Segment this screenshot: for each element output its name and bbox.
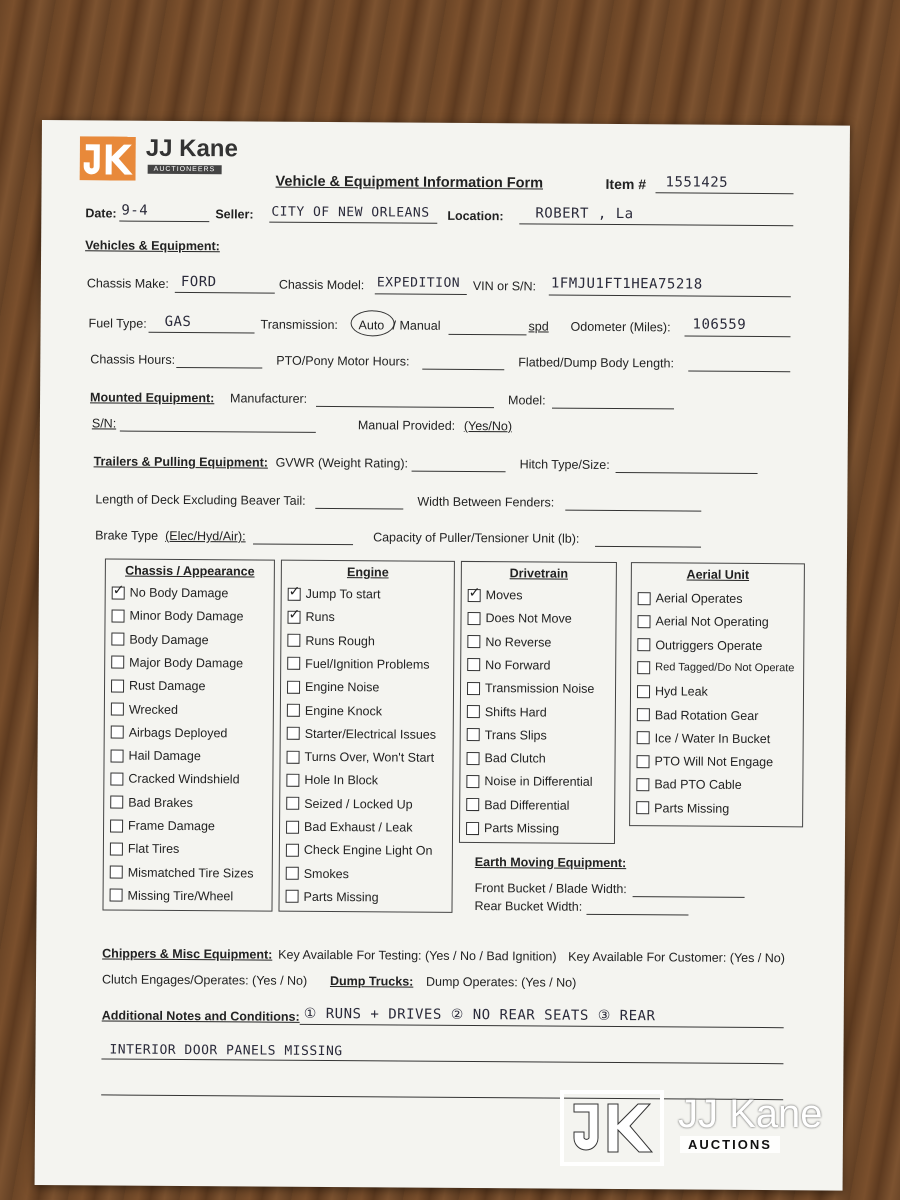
checkbox[interactable] [287, 750, 300, 763]
aerial-item[interactable] [637, 684, 708, 698]
flatbed-label: Flatbed/Dump Body Length: [518, 355, 675, 371]
checkbox-label: Wrecked [128, 702, 179, 717]
engine-item[interactable] [287, 703, 382, 718]
checkbox-label: Turns Over, Won't Start [304, 749, 435, 765]
chassis-make-label: Chassis Make: [86, 276, 169, 291]
chassis-appearance-title: Chassis / Appearance [125, 563, 255, 579]
checkbox[interactable] [110, 796, 123, 809]
aerial-item[interactable] [636, 778, 741, 793]
chassis-item[interactable] [111, 749, 201, 764]
dump-trucks-heading: Dump Trucks: [329, 974, 414, 989]
logo-name: JJ Kane [145, 134, 238, 163]
checkbox-label: Runs [305, 610, 335, 625]
checkbox-label: Bad Differential [484, 797, 570, 813]
checkbox[interactable] [467, 682, 480, 695]
notes-line-1: ① RUNS + DRIVES ② NO REAR SEATS ③ REAR [303, 1005, 656, 1025]
chassis-item[interactable] [111, 655, 243, 670]
checkbox[interactable] [286, 867, 299, 880]
checkbox-label: Parts Missing [654, 800, 730, 816]
engine-item[interactable] [286, 773, 378, 788]
key-customer-label: Key Available For Customer: (Yes / No) [568, 949, 785, 966]
checkbox[interactable] [112, 586, 125, 599]
checkbox[interactable] [287, 611, 300, 624]
chassis-item[interactable] [110, 865, 254, 880]
checkbox[interactable] [637, 615, 650, 628]
dump-operates-label: Dump Operates: (Yes / No) [425, 974, 577, 990]
checkbox-label: PTO Will Not Engage [654, 754, 774, 770]
aerial-item[interactable] [637, 638, 762, 653]
aerial-unit-box [629, 562, 805, 827]
manufacturer-label: Manufacturer: [230, 391, 308, 406]
fuel-type-value: GAS [164, 313, 192, 331]
item-label: Item # [605, 175, 647, 193]
engine-item[interactable] [287, 727, 436, 742]
seller-label: Seller: [215, 207, 254, 222]
drivetrain-item[interactable] [466, 821, 559, 836]
fender-width-label: Width Between Fenders: [417, 494, 555, 510]
checkbox[interactable] [111, 749, 124, 762]
transmission-manual: / Manual [392, 318, 441, 333]
engine-item[interactable] [287, 657, 429, 672]
engine-item[interactable] [286, 820, 413, 835]
checkbox[interactable] [288, 587, 301, 600]
drivetrain-item[interactable] [467, 728, 547, 743]
checkbox-label: Starter/Electrical Issues [304, 726, 437, 742]
checkbox[interactable] [467, 705, 480, 718]
checkbox[interactable] [110, 842, 123, 855]
rear-bucket-label: Rear Bucket Width: [474, 899, 583, 914]
checkbox[interactable] [637, 638, 650, 651]
checkbox[interactable] [637, 731, 650, 744]
model-label: Model: [508, 393, 546, 408]
chassis-item[interactable] [110, 818, 215, 833]
chassis-item[interactable] [110, 888, 234, 903]
checkbox-label: Check Engine Light On [303, 843, 433, 859]
checkbox-label: Minor Body Damage [129, 608, 244, 624]
drivetrain-item[interactable] [468, 588, 523, 602]
checkbox-label: Hail Damage [128, 748, 201, 764]
deck-length-label: Length of Deck Excluding Beaver Tail: [95, 492, 306, 508]
chassis-item[interactable] [111, 609, 243, 624]
checkbox[interactable] [286, 844, 299, 857]
form-sheet [35, 120, 850, 1191]
sn-label: S/N: [91, 416, 117, 431]
item-value: 1551425 [665, 174, 729, 191]
checkbox-label: Airbags Deployed [128, 725, 228, 741]
checkbox-label: Smokes [303, 866, 349, 881]
aerial-item[interactable] [637, 708, 759, 723]
checkbox[interactable] [287, 727, 300, 740]
key-testing-label: Key Available For Testing: (Yes / No / Bad Ignition) [278, 947, 557, 964]
checkbox[interactable] [110, 819, 123, 832]
checkbox[interactable] [467, 752, 480, 765]
checkbox[interactable] [287, 657, 300, 670]
checkbox[interactable] [637, 661, 650, 674]
manual-provided-label: Manual Provided: [357, 418, 456, 433]
checkbox[interactable] [466, 821, 479, 834]
checkbox-label: Hole In Block [304, 773, 379, 788]
checkbox-label: Bad Clutch [484, 751, 546, 766]
form-title: Vehicle & Equipment Information Form [275, 173, 544, 192]
engine-item[interactable] [287, 633, 375, 648]
drivetrain-item[interactable] [467, 635, 551, 650]
checkbox-label: Parts Missing [484, 821, 560, 836]
checkbox-label: Hyd Leak [654, 684, 708, 699]
checkbox[interactable] [468, 588, 481, 601]
location-label: Location: [447, 208, 504, 224]
vehicles-heading: Vehicles & Equipment: [85, 238, 220, 254]
engine-item[interactable] [286, 843, 433, 858]
fuel-type-label: Fuel Type: [88, 316, 147, 331]
checkbox-label: Frame Damage [128, 818, 215, 834]
drivetrain-item[interactable] [467, 611, 571, 626]
checkbox[interactable] [637, 708, 650, 721]
checkbox-label: No Body Damage [129, 585, 229, 601]
checkbox[interactable] [286, 820, 299, 833]
drivetrain-item[interactable] [466, 774, 592, 789]
chassis-item[interactable] [111, 632, 208, 647]
pto-hours-label: PTO/Pony Motor Hours: [276, 353, 410, 369]
watermark-sub: AUCTIONS [680, 1136, 780, 1153]
engine-item[interactable] [286, 866, 349, 880]
aerial-item[interactable] [637, 614, 768, 629]
checkbox-label: No Forward [485, 657, 551, 673]
checkbox[interactable] [111, 656, 124, 669]
checkbox[interactable] [111, 702, 124, 715]
notes-heading: Additional Notes and Conditions: [101, 1008, 300, 1024]
chassis-make-value: FORD [180, 273, 217, 291]
checkbox-label: No Reverse [485, 634, 552, 650]
checkbox-label: Jump To start [305, 586, 381, 602]
mounted-heading: Mounted Equipment: [90, 390, 215, 406]
manual-provided-yn: (Yes/No) [463, 418, 513, 434]
checkbox-label: Runs Rough [305, 633, 375, 648]
checkbox[interactable] [111, 633, 124, 646]
checkbox-label: Bad Brakes [128, 795, 193, 810]
checkbox[interactable] [636, 801, 649, 814]
engine-item[interactable] [287, 610, 334, 624]
watermark-logo-icon [560, 1090, 664, 1166]
logo-sub: AUCTIONEERS [148, 165, 222, 175]
checkbox[interactable] [110, 866, 123, 879]
drivetrain-item[interactable] [467, 681, 594, 696]
chassis-item[interactable] [111, 725, 228, 740]
checkbox-label: Fuel/Ignition Problems [305, 656, 430, 672]
checkbox[interactable] [111, 679, 124, 692]
checkbox[interactable] [111, 726, 124, 739]
checkbox[interactable] [286, 797, 299, 810]
checkbox-label: Outriggers Operate [655, 637, 763, 653]
checkbox-label: Trans Slips [484, 727, 547, 743]
checkbox-label: Bad Rotation Gear [654, 707, 759, 723]
brake-types: (Elec/Hyd/Air): [165, 528, 246, 544]
watermark-name: JJ Kane [678, 1092, 823, 1136]
date-label: Date: [85, 206, 117, 221]
checkbox-label: Missing Tire/Wheel [127, 888, 234, 904]
chassis-appearance-box [102, 558, 274, 911]
chassis-hours-label: Chassis Hours: [90, 352, 176, 367]
jj-kane-logo-icon [80, 136, 136, 180]
drivetrain-item[interactable] [467, 658, 550, 673]
engine-item[interactable] [287, 680, 379, 695]
checkbox[interactable] [466, 798, 479, 811]
checkbox[interactable] [636, 755, 649, 768]
checkbox-label: Does Not Move [485, 611, 572, 627]
checkbox[interactable] [286, 774, 299, 787]
checkbox-label: Seized / Locked Up [304, 796, 413, 812]
engine-item[interactable] [288, 587, 381, 602]
checkbox-label: Engine Noise [304, 680, 380, 695]
capacity-label: Capacity of Puller/Tensioner Unit (lb): [373, 530, 580, 546]
date-value: 9-4 [121, 202, 149, 219]
checkbox-label: Ice / Water In Bucket [654, 731, 771, 746]
transmission-label: Transmission: [260, 317, 338, 333]
checkbox[interactable] [638, 592, 651, 605]
notes-line-2: INTERIOR DOOR PANELS MISSING [109, 1042, 343, 1060]
hitch-label: Hitch Type/Size: [519, 457, 610, 472]
checkbox[interactable] [287, 680, 300, 693]
chassis-item[interactable] [110, 795, 193, 810]
chassis-item[interactable] [110, 772, 239, 787]
aerial-item[interactable] [637, 661, 794, 675]
checkbox[interactable] [467, 612, 480, 625]
chassis-item[interactable] [111, 702, 178, 716]
checkbox-label: Body Damage [129, 632, 209, 647]
earth-moving-heading: Earth Moving Equipment: [474, 855, 627, 871]
checkbox-label: Rust Damage [129, 678, 206, 694]
drivetrain-item[interactable] [467, 704, 547, 719]
checkbox[interactable] [111, 609, 124, 622]
vin-value: 1FMJU1FT1HEA75218 [550, 275, 703, 293]
checkbox-label: Engine Knock [304, 703, 383, 718]
checkbox-label: Bad Exhaust / Leak [304, 819, 413, 835]
engine-title: Engine [346, 565, 389, 580]
engine-item[interactable] [286, 890, 379, 905]
checkbox-label: Red Tagged/Do Not Operate [655, 661, 795, 675]
chippers-heading: Chippers & Misc Equipment: [102, 946, 273, 962]
checkbox-label: Parts Missing [303, 889, 379, 905]
spd-label: spd [528, 319, 549, 334]
checkbox[interactable] [637, 685, 650, 698]
checkbox-label: Mismatched Tire Sizes [127, 865, 254, 881]
checkbox[interactable] [287, 634, 300, 647]
aerial-item[interactable] [636, 801, 729, 816]
drivetrain-title: Drivetrain [509, 566, 569, 581]
location-value: ROBERT , La [535, 205, 634, 223]
checkbox[interactable] [466, 775, 479, 788]
checkbox-label: Shifts Hard [484, 704, 547, 720]
checkbox[interactable] [110, 889, 123, 902]
checkbox[interactable] [636, 778, 649, 791]
front-bucket-label: Front Bucket / Blade Width: [474, 881, 627, 897]
clutch-label: Clutch Engages/Operates: (Yes / No) [101, 972, 308, 988]
checkbox-label: Flat Tires [127, 841, 180, 857]
checkbox-label: Bad PTO Cable [654, 777, 742, 793]
checkbox[interactable] [287, 704, 300, 717]
engine-box [278, 560, 454, 913]
transmission-auto: Auto [358, 318, 385, 333]
chassis-item[interactable] [111, 679, 206, 694]
checkbox-label: Aerial Not Operating [655, 614, 769, 630]
odometer-label: Odometer (Miles): [570, 319, 671, 335]
checkbox-label: Transmission Noise [484, 681, 595, 697]
drivetrain-box [459, 561, 617, 844]
checkbox[interactable] [467, 728, 480, 741]
watermark [560, 1090, 870, 1170]
checkbox[interactable] [286, 890, 299, 903]
engine-item[interactable] [286, 796, 413, 811]
checkbox-label: Moves [485, 588, 523, 603]
aerial-item[interactable] [638, 591, 743, 606]
checkbox-label: Major Body Damage [129, 655, 244, 671]
drivetrain-item[interactable] [466, 798, 569, 813]
engine-item[interactable] [287, 750, 435, 765]
checkbox-label: Aerial Operates [655, 591, 743, 606]
brake-type-label: Brake Type [95, 528, 159, 543]
gvwr-label: GVWR (Weight Rating): [275, 455, 409, 471]
chassis-model-value: EXPEDITION [376, 275, 461, 291]
checkbox[interactable] [467, 658, 480, 671]
odometer-value: 106559 [692, 316, 747, 333]
seller-value: CITY OF NEW ORLEANS [271, 204, 430, 221]
drivetrain-item[interactable] [467, 751, 546, 766]
chassis-model-label: Chassis Model: [278, 277, 365, 293]
checkbox[interactable] [110, 772, 123, 785]
checkbox-label: Cracked Windshield [128, 772, 240, 787]
trailers-heading: Trailers & Pulling Equipment: [93, 454, 269, 470]
checkbox[interactable] [467, 635, 480, 648]
checkbox-label: Noise in Differential [484, 774, 593, 790]
chassis-item[interactable] [110, 842, 180, 856]
chassis-item[interactable] [112, 585, 229, 600]
aerial-item[interactable] [636, 754, 773, 769]
aerial-unit-title: Aerial Unit [686, 567, 750, 582]
aerial-item[interactable] [637, 731, 771, 746]
vin-label: VIN or S/N: [472, 279, 537, 294]
